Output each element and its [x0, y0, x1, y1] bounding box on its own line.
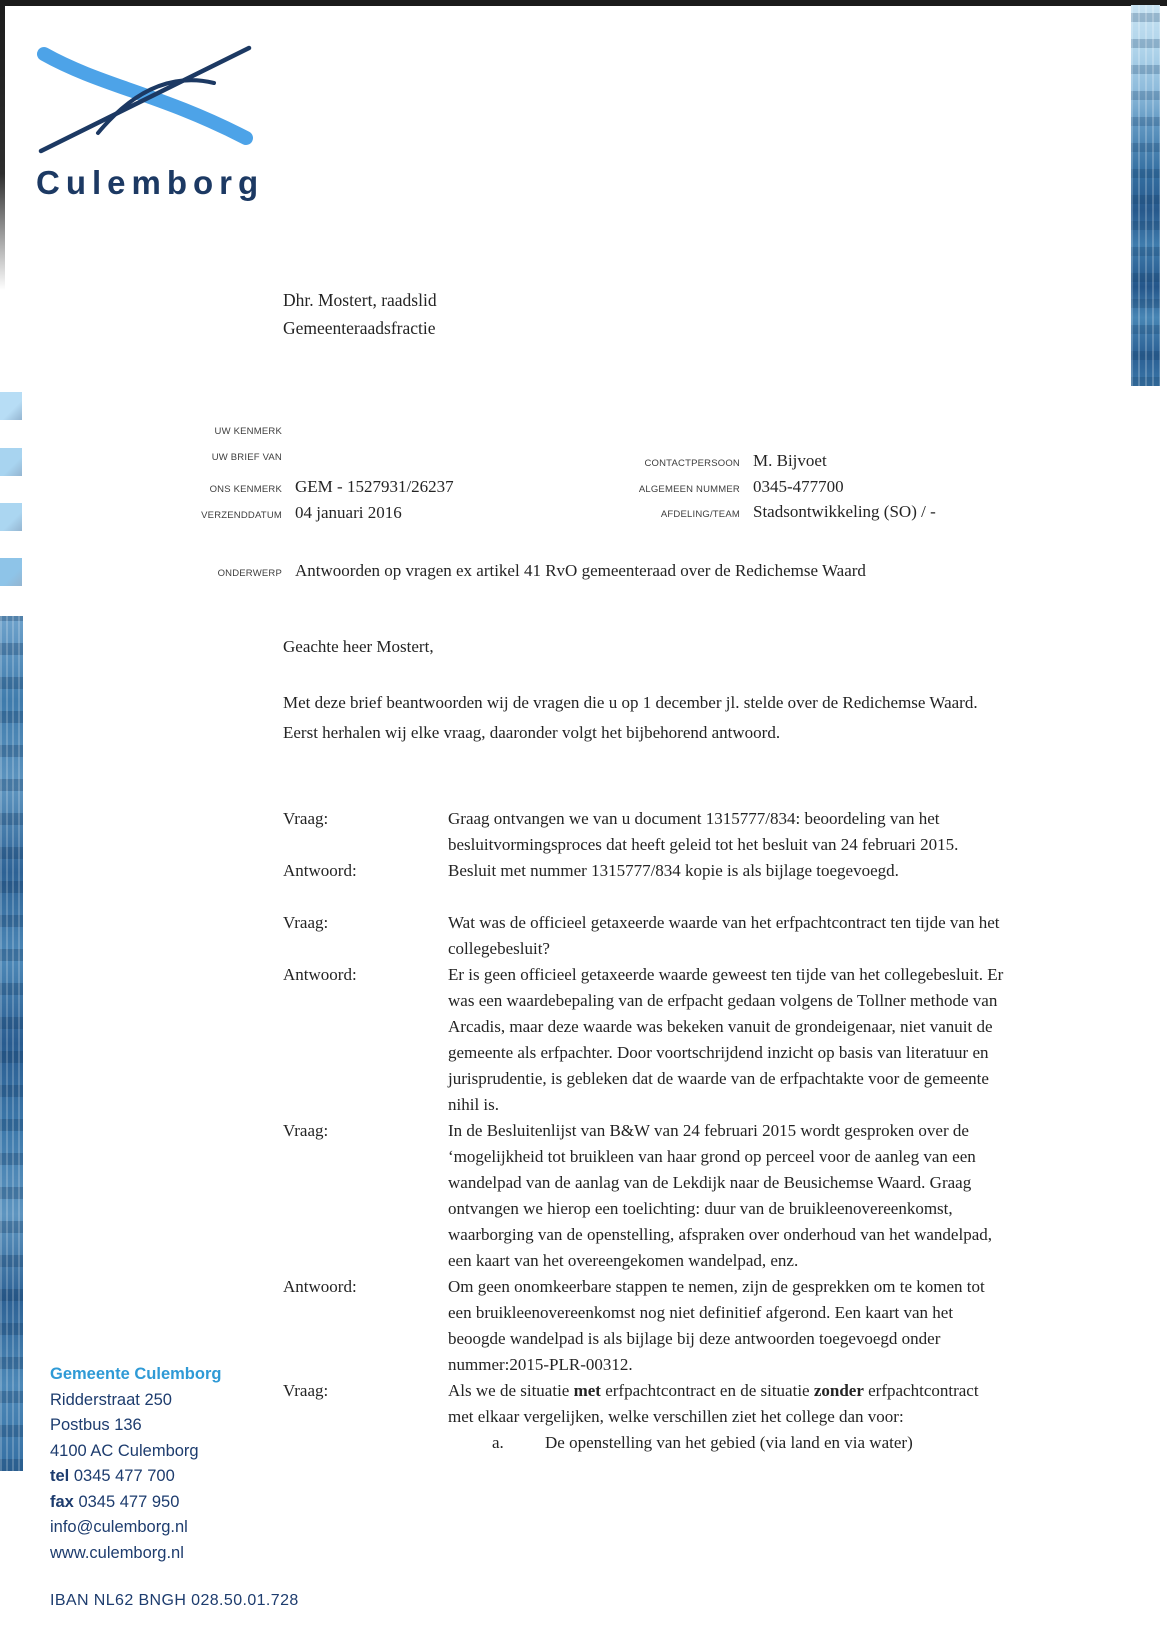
question-label: Vraag: [283, 1121, 329, 1140]
logo-wordmark: Culemborg [36, 164, 265, 201]
meta-left-row [180, 503, 454, 529]
list-item-text: De openstelling van het gebied (via land en via water) [545, 1433, 913, 1452]
answer-label: Antwoord: [283, 1277, 357, 1296]
recipient-block [283, 287, 437, 342]
meta-left-value: 04 januari 2016 [295, 502, 402, 522]
meta-left-value: GEM - 1527931/26237 [295, 477, 454, 496]
meta-fields-right [633, 451, 936, 528]
footer-line: info@culemborg.nl [50, 1518, 188, 1536]
meta-left-label: VERZENDDATUM [201, 509, 282, 521]
qa-row [283, 910, 1008, 962]
decorative-square [0, 448, 22, 476]
meta-left-label: UW KENMERK [214, 426, 282, 437]
meta-right-row [633, 477, 936, 503]
subject-label: ONDERWERP [217, 568, 282, 579]
answer-label: Antwoord: [283, 861, 357, 880]
footer-org-name: Gemeente Culemborg [50, 1365, 222, 1383]
intro-paragraphs [283, 690, 983, 746]
answer-text: Om geen onomkeerbare stappen te nemen, zijn de gesprekken om te komen tot een bruikleenovereenkomst nog niet definitief afgerond. Een kaart van het beoogde wandelpad is als bijlage bij deze antwoorden toegevoegd onder nummer:2015-PLR-00312. [448, 1277, 985, 1374]
photo-strip-right [1131, 5, 1160, 386]
footer-line: fax 0345 477 950 [50, 1492, 180, 1511]
qa-row [283, 858, 1008, 884]
question-text: Graag ontvangen we van u document 1315777/834: beoordeling van het besluitvormingsproces dat heeft geleid tot het besluit van 24 februari 2015. [448, 809, 959, 854]
qa-row [283, 962, 1008, 1118]
question-label: Vraag: [283, 913, 329, 932]
question-text: Als we de situatie met erfpachtcontract en de situatie zonder erfpachtcontract met elkaar vergelijken, welke verschillen ziet het college dan voor: [448, 1381, 979, 1426]
answer-label: Antwoord: [283, 965, 357, 984]
answer-text: Besluit met nummer 1315777/834 kopie is als bijlage toegevoegd. [448, 861, 899, 880]
footer-line: 4100 AC Culemborg [50, 1441, 199, 1460]
footer-line: www.culemborg.nl [50, 1543, 184, 1562]
meta-right-row [633, 451, 936, 477]
photo-strip-left [0, 616, 23, 1471]
question-text: Wat was de officieel getaxeerde waarde van het erfpachtcontract ten tijde van het collegebesluit? [448, 913, 1000, 958]
meta-right-label: CONTACTPERSOON [644, 458, 740, 469]
meta-right-label: AFDELING/TEAM [660, 509, 740, 520]
question-text: In de Besluitenlijst van B&W van 24 februari 2015 wordt gesproken over de ‘mogelijkheid tot bruikleen van haar grond op perceel voor de aanleg van een wandelpad van de aanlag van de Lekdijk naar de Beusichemse Waard. Graag ontvangen we hierop een toelichting: duur van de bruikleenovereenkomst, waarborging van de openstelling, afspraken over onderhoud van het wandelpad, een kaart van het overeengekomen wandelpad, enz. [448, 1121, 992, 1270]
qa-row [283, 1378, 1008, 1430]
decorative-square [0, 558, 22, 586]
recipient-name: Dhr. Mostert, raadslid [283, 290, 437, 310]
scan-edge-top [0, 0, 1167, 6]
meta-right-label: ALGEMEEN NUMMER [638, 483, 740, 495]
answer-text: Er is geen officieel getaxeerde waarde geweest ten tijde van het collegebesluit. Er was een waardebepaling van de erfpacht gedaan volgens de Tollner methode van Arcadis, maar deze waarde was bekeken vanuit de grondeigenaar, niet vanuit de gemeente als erfpachter. Door voortschrijdend inzicht op basis van literatuur en jurisprudentie, is gebleken dat de waarde van de erfpachtakte voor de gemeente nihil is. [448, 965, 1004, 1114]
meta-left-row [180, 452, 454, 478]
intro-paragraph: Eerst herhalen wij elke vraag, daaronder volgt het bijbehorend antwoord. [283, 723, 781, 742]
subject-value: Antwoorden op vragen ex artikel 41 RvO gemeenteraad over de Redichemse Waard [295, 561, 866, 580]
meta-left-row [180, 477, 454, 503]
meta-left-label: ONS KENMERK [209, 484, 282, 495]
meta-fields-left [180, 426, 454, 528]
intro-paragraph: Met deze brief beantwoorden wij de vragen die u op 1 december jl. stelde over de Redichemse Waard. [283, 693, 978, 712]
meta-right-value: 0345-477700 [753, 476, 844, 496]
list-marker: a. [492, 1433, 504, 1452]
footer-address-block [50, 1362, 221, 1566]
scan-edge-left [0, 0, 5, 290]
decorative-square [0, 503, 22, 531]
meta-left-label: UW BRIEF VAN [211, 451, 282, 463]
footer-line: Ridderstraat 250 [50, 1390, 172, 1409]
decorative-square [0, 392, 22, 420]
iban-line: IBAN NL62 BNGH 028.50.01.728 [50, 1592, 299, 1609]
culemborg-logo [36, 42, 265, 202]
meta-right-row [633, 502, 936, 528]
subject-row [180, 561, 1060, 581]
question-label: Vraag: [283, 1381, 329, 1400]
qa-row [283, 1274, 1008, 1378]
question-label: Vraag: [283, 809, 329, 828]
salutation: Geachte heer Mostert, [283, 637, 434, 656]
footer-line: tel 0345 477 700 [50, 1467, 175, 1485]
qa-row [283, 1118, 1008, 1274]
meta-right-value: M. Bijvoet [753, 451, 827, 470]
recipient-org: Gemeenteraadsfractie [283, 317, 436, 338]
list-item-a [283, 1430, 1008, 1456]
qa-row [283, 806, 1008, 858]
question-answer-table [283, 806, 1008, 1456]
meta-left-row [180, 426, 454, 452]
footer-line: Postbus 136 [50, 1416, 142, 1434]
bridge-logo-icon [36, 42, 256, 156]
meta-right-value: Stadsontwikkeling (SO) / - [753, 502, 936, 521]
